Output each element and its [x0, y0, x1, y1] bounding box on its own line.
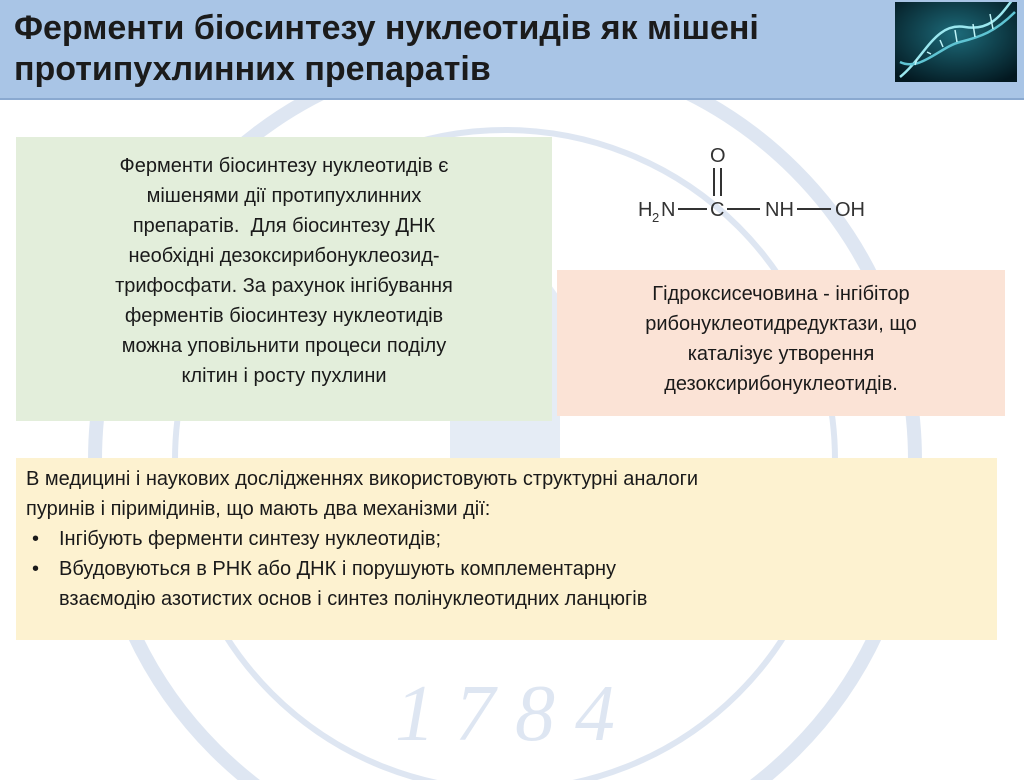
green-line-8: клітин і росту пухлини [181, 365, 387, 387]
formula-h: H [638, 199, 653, 221]
green-line-2: мішенями дії протипухлинних [146, 185, 422, 207]
pink-line-2: рибонуклеотидредуктази, що [645, 313, 917, 335]
green-line-7: можна уповільнити процеси поділу [121, 335, 447, 357]
slide-title [14, 8, 884, 90]
dna-helix-icon [895, 2, 1017, 82]
pink-line-1: Гідроксисечовина - інгібітор [652, 283, 910, 305]
mechanisms-list [26, 524, 987, 614]
formula-carbon: C [710, 199, 725, 221]
yellow-intro-line-1: В медицині і наукових дослідженнях використовують структурні аналоги [26, 468, 699, 490]
pink-line-3: каталізує утворення [687, 343, 875, 365]
green-line-6: ферментів біосинтезу нуклеотидів [124, 305, 444, 327]
nucleotide-enzymes-text-box [16, 137, 552, 421]
green-line-4: необхідні дезоксирибонуклеозид- [128, 245, 440, 267]
seal-year: 1 7 8 4 [395, 670, 615, 758]
title-line-1: Ферменти біосинтезу нуклеотидів як мішені [14, 9, 759, 47]
hydroxyurea-structural-formula [630, 140, 880, 235]
bullet-2-line-2: взаємодію азотистих основ і синтез полінуклеотидних ланцюгів [59, 588, 648, 610]
yellow-intro-line-2: пуринів і піримідинів, що мають два механізми дії: [26, 498, 491, 520]
green-line-5: трифосфати. За рахунок інгібування [115, 275, 453, 297]
green-line-3: препаратів. Для біосинтезу ДНК [132, 215, 436, 237]
pink-line-4: дезоксирибонуклеотидів. [664, 373, 898, 395]
bullet-1-line-1: Інгібують ферменти синтезу нуклеотидів; [59, 528, 442, 550]
dna-image [895, 2, 1017, 82]
list-item [26, 524, 987, 554]
list-item [26, 554, 987, 614]
formula-oh: OH [835, 199, 865, 221]
formula-oxygen: O [710, 145, 726, 167]
bullet-icon: • [32, 558, 40, 580]
bullet-2-line-1: Вбудовуються в РНК або ДНК і порушують комплементарну [59, 558, 617, 580]
title-bar [0, 0, 1024, 100]
green-line-1: Ферменти біосинтезу нуклеотидів є [119, 155, 449, 177]
formula-nitrogen: N [661, 199, 676, 221]
formula-subscript-2: 2 [652, 210, 660, 225]
formula-nh: NH [765, 199, 794, 221]
hydroxyurea-text-box [557, 270, 1005, 416]
title-line-2: протипухлинних препаратів [14, 50, 491, 88]
bullet-icon: • [32, 528, 40, 550]
structural-analogs-text-box [16, 458, 997, 640]
